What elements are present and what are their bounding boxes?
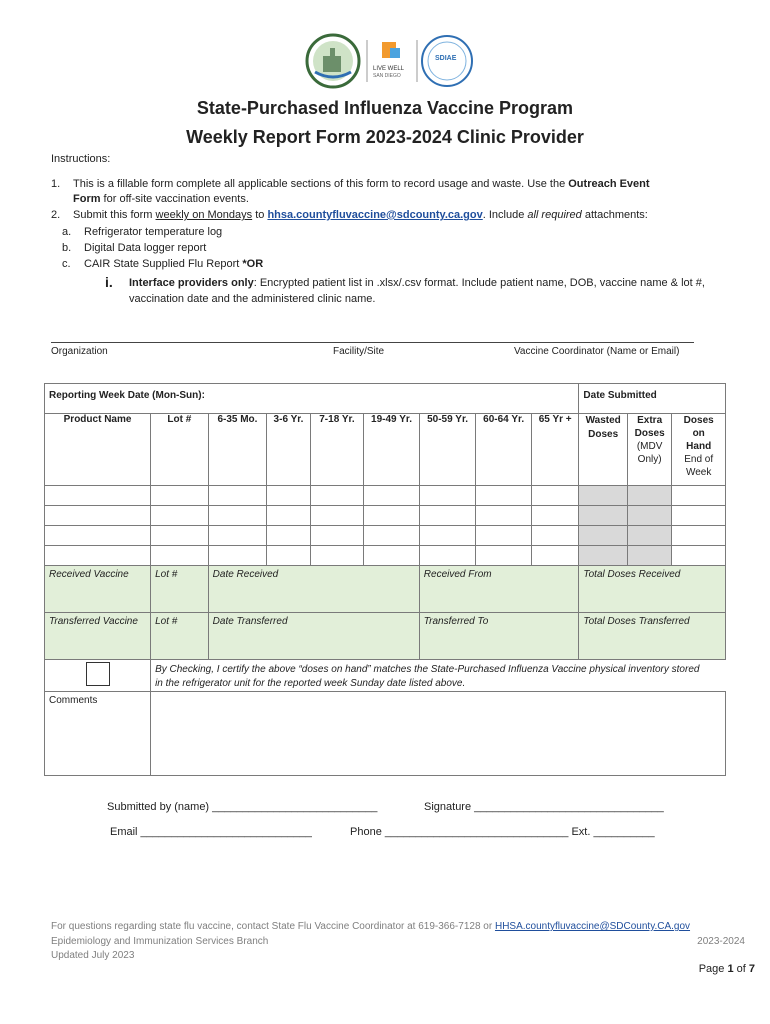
col-50-59yr: 50-59 Yr. xyxy=(419,414,476,486)
table-header-row xyxy=(45,414,726,486)
comments-field[interactable] xyxy=(151,692,726,776)
total-received-cell: Total Doses Received xyxy=(579,566,726,613)
organization-label: Organization xyxy=(51,346,108,357)
transferred-vaccine-cell: Transferred Vaccine xyxy=(45,613,151,660)
coordinator-label: Vaccine Coordinator (Name or Email) xyxy=(514,346,680,357)
footer-updated: Updated July 2023 xyxy=(51,950,135,961)
col-60-64yr: 60-64 Yr. xyxy=(476,414,532,486)
certify-checkbox[interactable] xyxy=(86,662,110,686)
table-row[interactable] xyxy=(45,486,726,506)
sub-c-num: c. xyxy=(62,258,71,270)
instr-item1-cont: Form for off-site vaccination events. xyxy=(73,193,249,205)
sub-c: CAIR State Supplied Flu Report *OR xyxy=(84,258,264,270)
instr-item1-num: 1. xyxy=(51,178,61,190)
col-7-18yr: 7-18 Yr. xyxy=(310,414,364,486)
date-transferred-cell: Date Transferred xyxy=(208,613,419,660)
county-seal-logo xyxy=(305,32,480,90)
col-onhand: Doses on Hand End of Week xyxy=(672,414,726,486)
signature-field[interactable]: Signature _______________________________ xyxy=(424,801,664,813)
email-link[interactable]: hhsa.countyfluvaccine@sdcounty.ca.gov xyxy=(267,209,483,221)
instr-item2: Submit this form weekly on Mondays to hhsa.countyfluvaccine@sdcounty.ca.gov. Include all required attachments: xyxy=(73,209,648,221)
certify-row xyxy=(45,660,726,692)
col-3-6yr: 3-6 Yr. xyxy=(267,414,310,486)
instr-item1: This is a fillable form complete all applicable sections of this form to record usage and waste. Use the Outreach Event xyxy=(73,178,650,190)
sdiag-text: SDIAE xyxy=(435,55,457,62)
sub-b-num: b. xyxy=(62,242,72,254)
table-row[interactable] xyxy=(45,546,726,566)
col-wasted: Wasted Doses xyxy=(579,414,627,486)
footer-year: 2023-2024 xyxy=(697,936,745,947)
submitted-by-field[interactable]: Submitted by (name) ___________________________ xyxy=(107,801,378,813)
received-from-cell: Received From xyxy=(419,566,579,613)
email-field[interactable]: Email ____________________________ xyxy=(110,826,312,838)
col-65yr: 65 Yr + xyxy=(531,414,578,486)
sub-i: Interface providers only: Encrypted patient list in .xlsx/.csv format. Include patient name, DOB, vaccine name & lot #, xyxy=(129,277,705,289)
col-product-name: Product Name xyxy=(45,414,151,486)
comments-label: Comments xyxy=(45,692,151,776)
date-received-cell: Date Received xyxy=(208,566,419,613)
facility-label: Facility/Site xyxy=(333,346,385,357)
sub-b: Digital Data logger report xyxy=(84,242,207,254)
transferred-row[interactable] xyxy=(45,613,726,660)
instructions-heading: Instructions: xyxy=(51,153,111,165)
col-extra: Extra Doses (MDV Only) xyxy=(627,414,671,486)
footer-branch: Epidemiology and Immunization Services Branch xyxy=(51,936,269,947)
date-submitted-cell[interactable]: Date Submitted xyxy=(579,384,726,414)
page-title-line2: Weekly Report Form 2023-2024 Clinic Provider xyxy=(186,127,584,147)
total-transferred-cell: Total Doses Transferred xyxy=(579,613,726,660)
page-number: Page 1 of 7 xyxy=(698,963,755,975)
live-well-text: LIVE WELL xyxy=(373,66,405,72)
col-19-49yr: 19-49 Yr. xyxy=(364,414,420,486)
sub-i-cont: vaccination date and the administered clinic name. xyxy=(129,293,376,305)
phone-field[interactable]: Phone ______________________________ Ext. __________ xyxy=(350,826,655,838)
received-row[interactable] xyxy=(45,566,726,613)
header-logos xyxy=(305,32,480,90)
transferred-to-cell: Transferred To xyxy=(419,613,579,660)
reporting-week-cell[interactable]: Reporting Week Date (Mon-Sun): xyxy=(45,384,579,414)
table-row[interactable] xyxy=(45,506,726,526)
footer-email-link[interactable]: HHSA.countyfluvaccine@SDCounty.CA.gov xyxy=(494,921,691,932)
footer-contact: For questions regarding state flu vaccine, contact State Flu Vaccine Coordinator at 619-366-7128 or HHSA.countyfluvaccine@SDCounty.CA.gov xyxy=(51,921,691,932)
certify-text: By Checking, I certify the above “doses on hand” matches the State-Purchased Influenza Vaccine physical inventory stored in the refrigerator unit for the reported week Sunday date listed above. xyxy=(155,664,700,689)
received-lot-cell: Lot # xyxy=(151,566,209,613)
table-row[interactable] xyxy=(45,526,726,546)
sub-a-num: a. xyxy=(62,226,72,238)
svg-text:SAN DIEGO: SAN DIEGO xyxy=(373,73,401,79)
instr-item2-num: 2. xyxy=(51,209,61,221)
sub-i-num: i. xyxy=(105,274,113,290)
report-table xyxy=(44,383,726,776)
received-vaccine-cell: Received Vaccine xyxy=(45,566,151,613)
sub-a: Refrigerator temperature log xyxy=(84,226,223,238)
org-line xyxy=(51,342,694,343)
page-title-line1: State-Purchased Influenza Vaccine Program xyxy=(196,98,574,118)
transferred-lot-cell: Lot # xyxy=(151,613,209,660)
col-lot: Lot # xyxy=(151,414,209,486)
comments-row[interactable] xyxy=(45,692,726,776)
col-6-35mo: 6-35 Mo. xyxy=(208,414,267,486)
